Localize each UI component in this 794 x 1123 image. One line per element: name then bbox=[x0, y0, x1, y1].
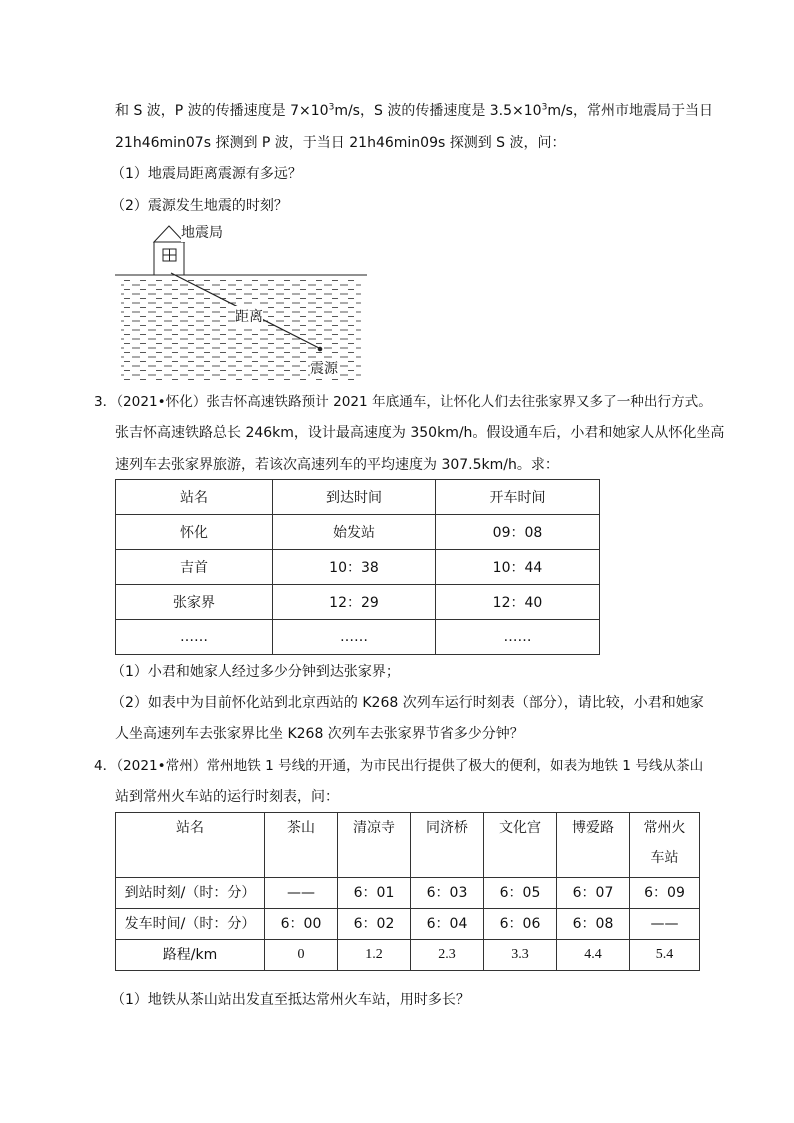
table-row bbox=[116, 940, 700, 971]
table-cell: 6：00 bbox=[265, 909, 338, 940]
table-cell: 6：02 bbox=[338, 909, 411, 940]
table-header-row bbox=[116, 813, 700, 878]
header-cell: 常州火车站 bbox=[630, 813, 700, 878]
row-label: 到站时刻/（时：分） bbox=[116, 878, 265, 909]
table-cell: …… bbox=[116, 620, 273, 655]
row-label: 发车时间/（时：分） bbox=[116, 909, 265, 940]
table-cell: 2.3 bbox=[411, 940, 484, 971]
distance-label: 距离 bbox=[235, 306, 263, 326]
table-row bbox=[116, 620, 600, 655]
metro-timetable bbox=[115, 812, 700, 971]
epicenter-dot bbox=[318, 347, 323, 352]
table-cell: 6：03 bbox=[411, 878, 484, 909]
table-cell: 09：08 bbox=[436, 515, 600, 550]
table-row bbox=[116, 550, 600, 585]
header-cell: 站名 bbox=[116, 480, 273, 515]
table-cell: 吉首 bbox=[116, 550, 273, 585]
header-cell: 清凉寺 bbox=[338, 813, 411, 878]
table-cell: 始发站 bbox=[273, 515, 436, 550]
problem-3-question-2a: （2）如表中为目前怀化站到北京西站的 K268 次列车运行时刻表（部分），请比较，小君和她家 bbox=[111, 695, 704, 711]
house-roof bbox=[154, 226, 184, 242]
header-cell: 站名 bbox=[116, 813, 265, 878]
table-cell: 12：29 bbox=[273, 585, 436, 620]
table-cell: 10：44 bbox=[436, 550, 600, 585]
table-cell: 张家界 bbox=[116, 585, 273, 620]
table-cell: 6：06 bbox=[484, 909, 557, 940]
table-cell: 5.4 bbox=[630, 940, 700, 971]
header-cell: 茶山 bbox=[265, 813, 338, 878]
table-cell: 6：07 bbox=[557, 878, 630, 909]
table-row bbox=[116, 878, 700, 909]
problem-3-question-2b: 人坐高速列车去张家界比坐 K268 次列车去张家界节省多少分钟？ bbox=[115, 726, 524, 742]
problem-4-line-2: 站到常州火车站的运行时刻表，问： bbox=[115, 789, 339, 805]
table-row bbox=[116, 515, 600, 550]
header-cell: 同济桥 bbox=[411, 813, 484, 878]
question-2: （2）震源发生地震的时刻？ bbox=[111, 198, 288, 214]
problem-3-line-2: 张吉怀高速铁路总长 246km，设计最高速度为 350km/h。假设通车后，小君和她家人从怀化坐高 bbox=[115, 425, 725, 441]
problem-4-line-1: 4．（2021•常州）常州地铁 1 号线的开通，为市民出行提供了极大的便利，如表为地铁 1 号线从茶山 bbox=[94, 758, 704, 774]
table-cell: 0 bbox=[265, 940, 338, 971]
table-cell: 怀化 bbox=[116, 515, 273, 550]
train-timetable bbox=[115, 479, 600, 655]
intro-line-2: 21h46min07s 探测到 P 波，于当日 21h46min09s 探测到 S 波，问： bbox=[115, 135, 566, 151]
station-label: 地震局 bbox=[181, 222, 223, 242]
header-cell: 开车时间 bbox=[436, 480, 600, 515]
source-label: 震源 bbox=[310, 358, 338, 378]
intro-line-1: 和 S 波，P 波的传播速度是 $7\times 10^3m/s$，S 波的传播速度是 $3.5\times 10^3m/s$，常州市地震局于当日 bbox=[115, 102, 713, 119]
question-1: （1）地震局距离震源有多远？ bbox=[111, 166, 302, 182]
row-label: 路程/km bbox=[116, 940, 265, 971]
table-cell: 12：40 bbox=[436, 585, 600, 620]
table-cell: 3.3 bbox=[484, 940, 557, 971]
table-cell: —— bbox=[630, 909, 700, 940]
problem-3-question-1: （1）小君和她家人经过多少分钟到达张家界； bbox=[111, 664, 400, 680]
table-cell: 6：08 bbox=[557, 909, 630, 940]
table-cell: 6：05 bbox=[484, 878, 557, 909]
header-cell: 到达时间 bbox=[273, 480, 436, 515]
table-cell: …… bbox=[273, 620, 436, 655]
table-cell: 10：38 bbox=[273, 550, 436, 585]
problem-3-line-3: 速列车去张家界旅游，若该次高速列车的平均速度为 307.5km/h。求： bbox=[115, 457, 559, 473]
table-header-row bbox=[116, 480, 600, 515]
table-cell: 1.2 bbox=[338, 940, 411, 971]
table-row bbox=[116, 585, 600, 620]
table-cell: 6：01 bbox=[338, 878, 411, 909]
table-cell: …… bbox=[436, 620, 600, 655]
header-cell: 文化宫 bbox=[484, 813, 557, 878]
table-cell: 6：09 bbox=[630, 878, 700, 909]
table-cell: 6：04 bbox=[411, 909, 484, 940]
header-cell: 博爱路 bbox=[557, 813, 630, 878]
table-row bbox=[116, 909, 700, 940]
table-cell: 4.4 bbox=[557, 940, 630, 971]
problem-4-question-1: （1）地铁从茶山站出发直至抵达常州火车站，用时多长？ bbox=[111, 992, 470, 1008]
problem-3-line-1: 3．（2021•怀化）张吉怀高速铁路预计 2021 年底通车，让怀化人们去往张家界又多了一种出行方式。 bbox=[94, 394, 712, 410]
table-cell: —— bbox=[265, 878, 338, 909]
earthquake-diagram bbox=[115, 218, 367, 384]
